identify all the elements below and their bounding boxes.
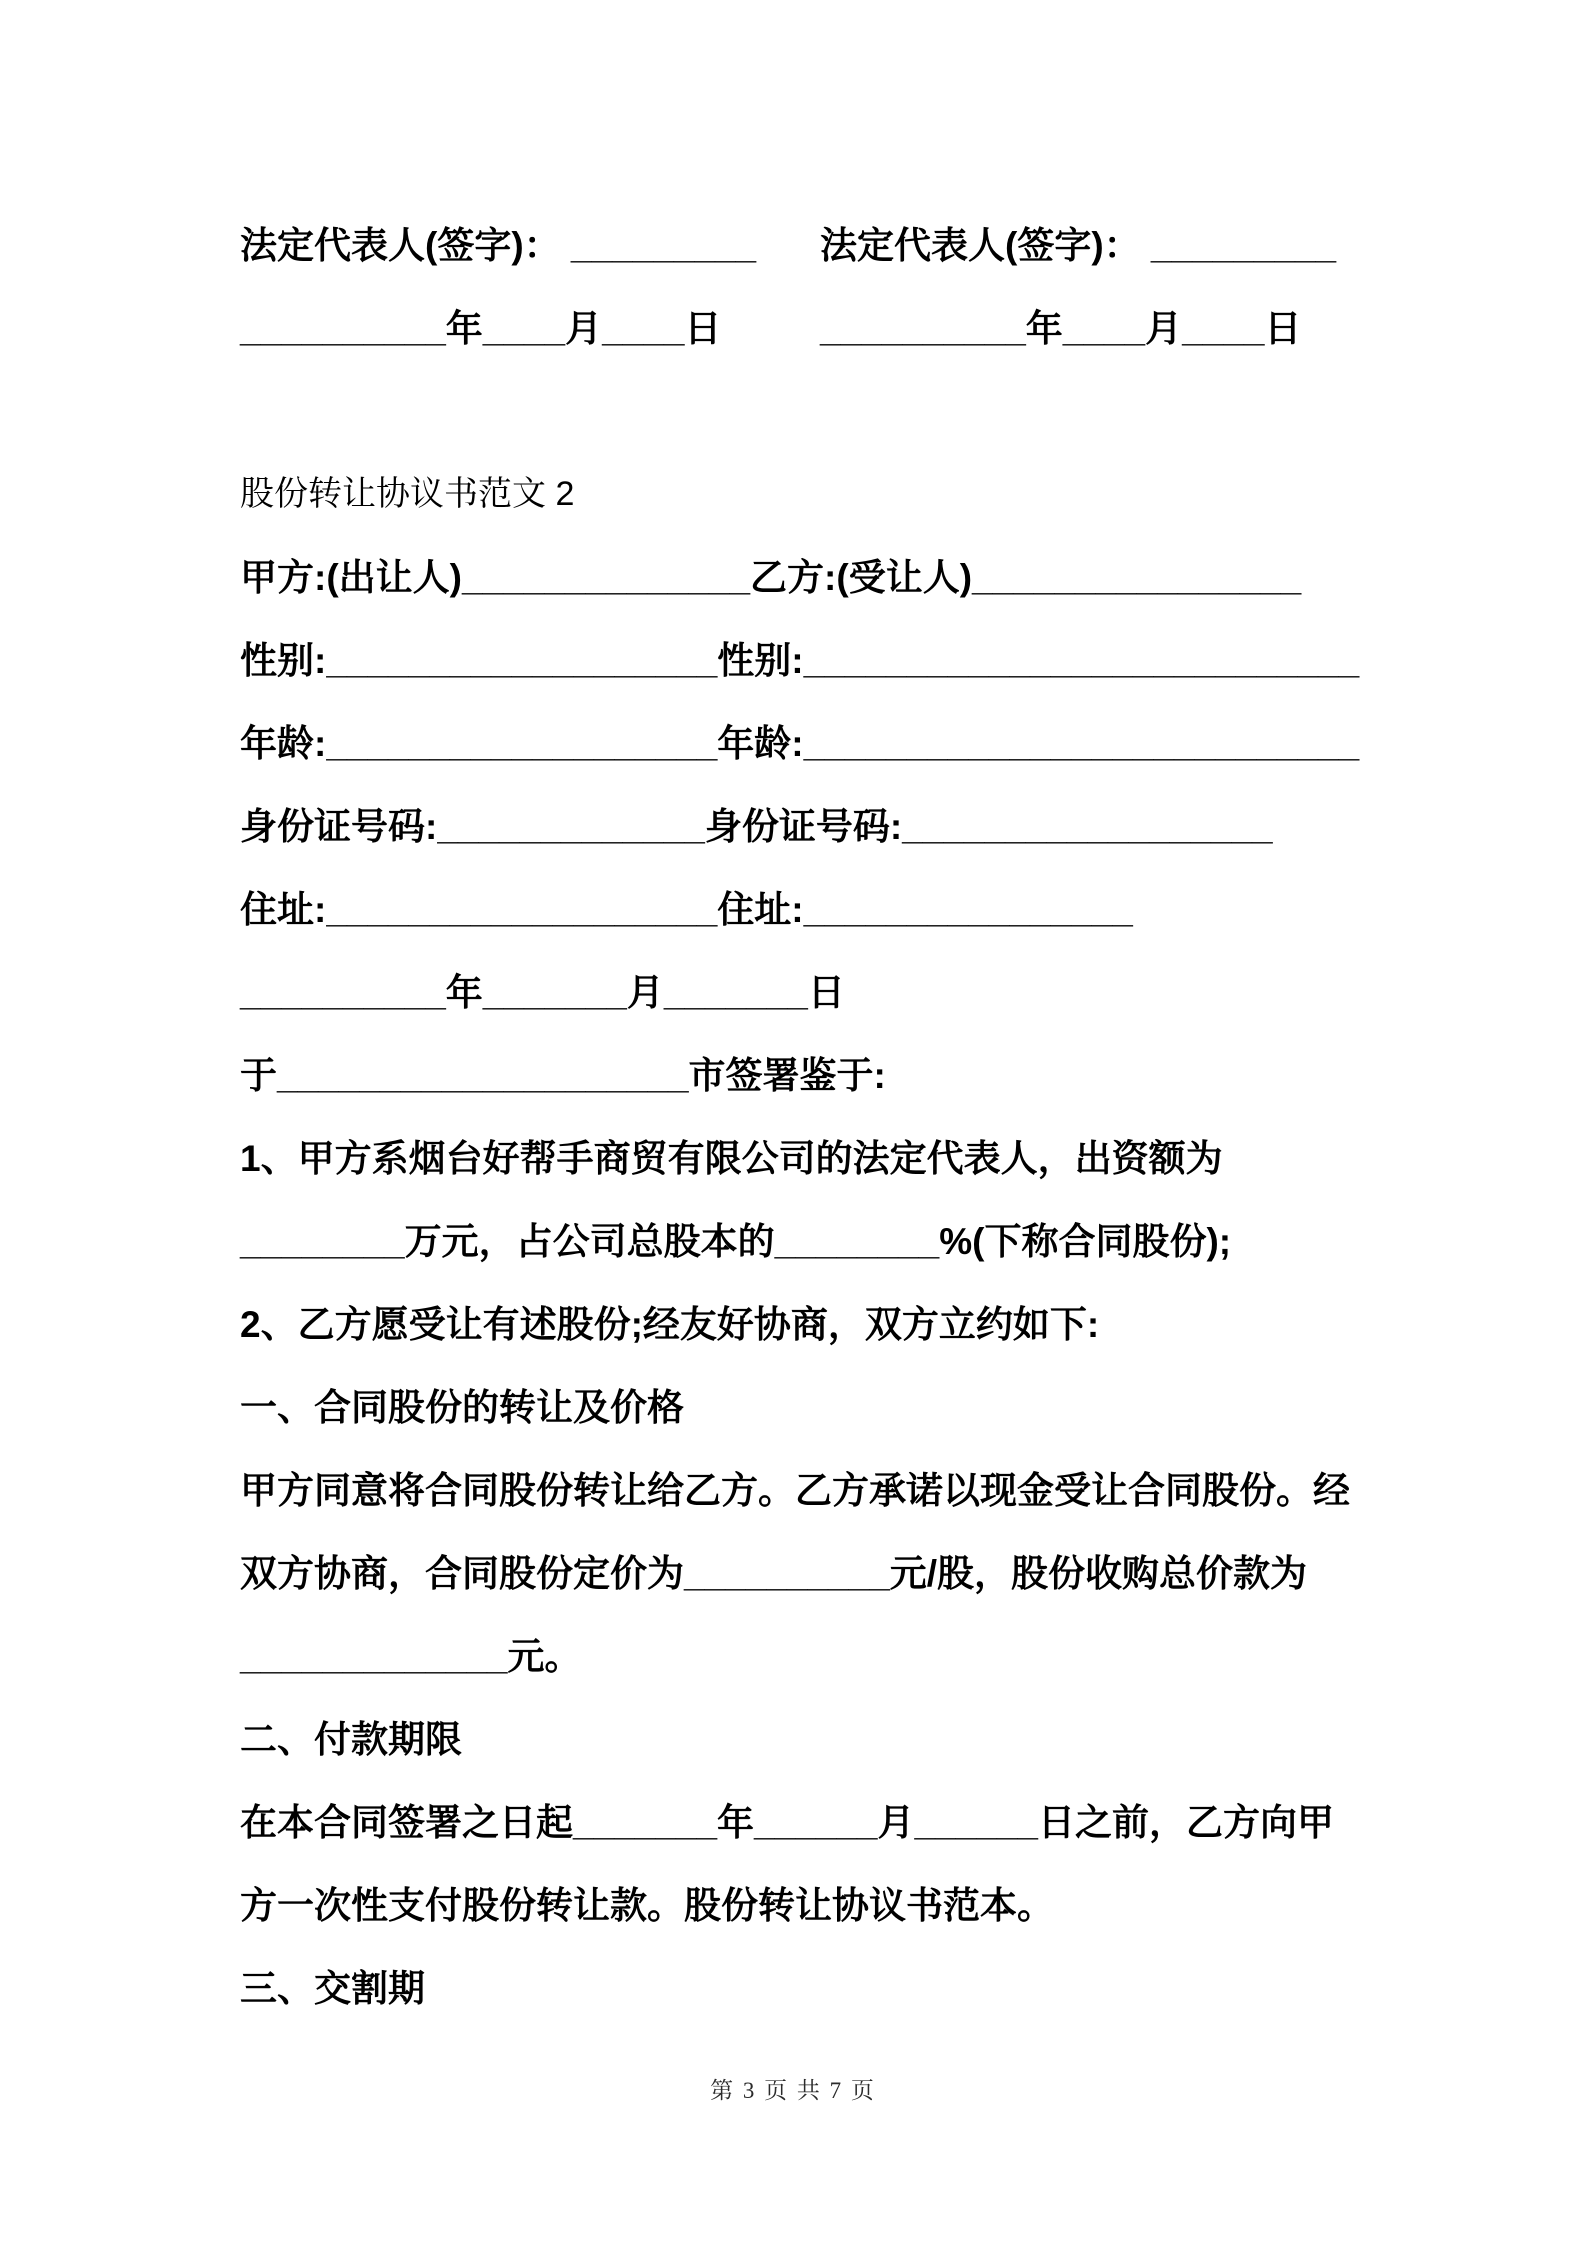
section-heading: 股份转让协议书范文 2 <box>240 475 575 513</box>
body-line-clause-2: 2、乙方愿受让有述股份;经友好协商，双方立约如下: <box>240 1304 1100 1345</box>
body-line-parties: 甲方:(出让人)______________乙方:(受让人)________________ <box>240 557 1302 598</box>
body-line-section-2-title: 二、付款期限 <box>240 1719 462 1760</box>
body-line-section-3-title: 三、交割期 <box>240 1968 425 2009</box>
body-line-price-per-share: 双方协商，合同股份定价为__________元/股，股份收购总价款为 <box>240 1553 1308 1594</box>
body-line-payment-deadline: 在本合同签署之日起_______年______月______日之前，乙方向甲 <box>240 1802 1334 1843</box>
body-line-date-blank: __________年_______月_______日 <box>240 972 845 1013</box>
body-line-address: 住址:___________________住址:________________ <box>240 889 1133 930</box>
body-line-clause-1-continued: ________万元，占公司总股本的________%(下称合同股份); <box>240 1221 1232 1262</box>
signature-row-dates <box>240 287 1370 370</box>
body-line-age: 年龄:___________________年龄:___________________________ <box>240 723 1360 764</box>
signature-row-representatives <box>240 204 1370 287</box>
document-content <box>240 204 1370 2030</box>
body-line-payment-text: 方一次性支付股份转让款。股份转让协议书范本。 <box>240 1885 1054 1926</box>
party-b-signature-date-line: __________年____月____日 <box>820 308 1302 349</box>
page-number-footer: 第 3 页 共 7 页 <box>710 2078 876 2103</box>
body-line-city-signed: 于____________________市签署鉴于: <box>240 1055 886 1096</box>
party-a-representative-signature-line: 法定代表人(签字)： _________ <box>240 225 757 266</box>
body-line-section-1-text: 甲方同意将合同股份转让给乙方。乙方承诺以现金受让合同股份。经 <box>240 1470 1350 1511</box>
party-b-representative-signature-line: 法定代表人(签字)： _________ <box>820 225 1337 266</box>
party-a-signature-date-line: __________年____月____日 <box>240 308 722 349</box>
body-line-clause-1: 1、甲方系烟台好帮手商贸有限公司的法定代表人，出资额为 <box>240 1138 1223 1179</box>
body-line-id-number: 身份证号码:_____________身份证号码:__________________ <box>240 806 1273 847</box>
body-line-total-price: _____________元。 <box>240 1636 582 1677</box>
body-line-gender: 性别:___________________性别:___________________________ <box>240 640 1360 681</box>
body-line-section-1-title: 一、合同股份的转让及价格 <box>240 1387 684 1428</box>
